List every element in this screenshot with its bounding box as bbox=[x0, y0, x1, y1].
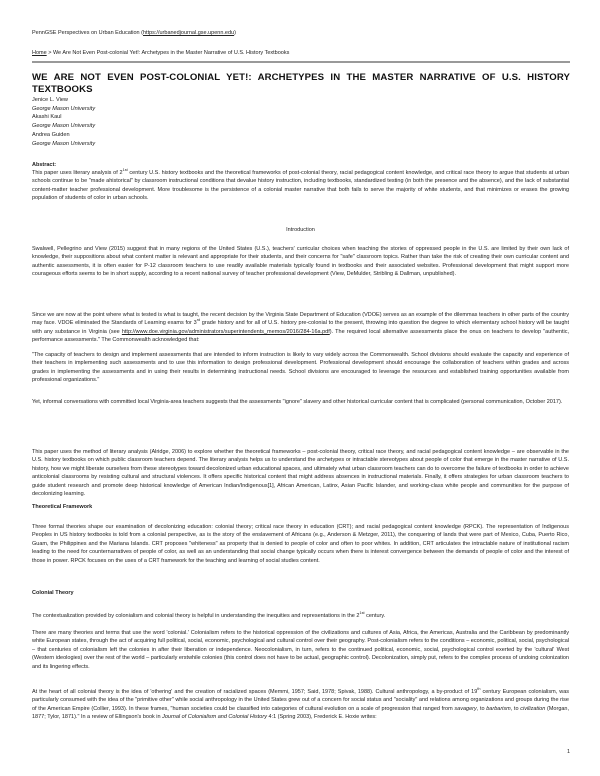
block-quote: "The capacity of teachers to design and implement assessments that are intended to inform instruction is likely to vary widely across the Commonwealth. School divisions should evaluate the capacity and experience of their teachers in implementing such assessments and to use this information to design professional development. Professional development should encourage the collaboration of teachers within grades and across grades in implementing the assessments and in using their results in determining instructional needs. School divisions are encouraged to leverage the resources and established training opportunities available from professional organizations." bbox=[32, 352, 569, 384]
author-affiliation: George Mason University bbox=[32, 105, 96, 112]
author-list bbox=[32, 96, 95, 148]
page-number: 1 bbox=[566, 749, 570, 755]
theoretical-framework-heading: Theoretical Framework bbox=[32, 504, 93, 510]
paragraph: At the heart of all colonial theory is the idea of 'othering' and the creation of racialized spaces (Memmi, 1957; Said, 1978; Spivak, 1988). Cultural anthropology, a by-product of 19th century European colonialism, was particularly consumed with the idea of the "primitive other" while social anthropology in the United States grew out of a concern for social status and "sociality" and relations among organizations and groups during the rise of the American Empire (Collier, 1993). In these frames, "human societies could be classified into categories of cultural evolution on a scale of progression that ranged from savagery, to barbarism, to civilization (Morgan, 1877; Tylor, 1871)." In a review of Ellingson's book in Journal of Colonialism and Colonial History 4:1 (Spring 2003), Frederick E. Hoxie writes: bbox=[32, 687, 570, 721]
breadcrumb-current: We Are Not Even Post-colonial Yet!: Archetypes in the Master Narrative of U.S. History Textbooks bbox=[52, 50, 290, 56]
abstract-text: This paper uses literary analysis of $2^{1st}$ century U.S. history textbooks and the theoretical frameworks of post-colonial theory, racial pedagogical content knowledge, and critical race theory to argue that students at urban schools continue to be "made ahistorical" by classroom instructional conditions that devalue history instruction, including textbooks, standardized testing (in both the presence and the absence), and the lack of substantial content-matter teacher professional development. More troublesome is the persistence of a colonial master narrative that both fails to serve the majority of white students, and that minimizes or erases the growing population of students of color in urban schools. bbox=[32, 168, 569, 202]
paragraph: Yet, informal conversations with committed local Virginia-area teachers suggests that the assessments "ignore" slavery and other historical curricular content that is complicated (personal communication, October 2017). bbox=[32, 399, 563, 405]
breadcrumb: Home > We Are Not Even Post-colonial Yet!: Archetypes in the Master Narrative of U.S. History Textbooks bbox=[32, 50, 290, 56]
introduction-heading: Introduction bbox=[286, 227, 315, 233]
paragraph: Swalwell, Pellegrino and View (2015) suggest that in many regions of the United States (U.S.), teachers' curricular choices when teaching the stories of oppressed people in the U.S. are limited by their own lack of knowledge, their suppositions about what content matter is relevant and appropriate for their students, and their concerns for "safe" classroom topics. Rather than take the risk of creating their own curricular content and authentic assessments, it is often easier for P-12 classroom teachers to use readily available materials typically found in textbooks and their associated websites. Professional development that might support more courageous efforts seems to be in short supply, according to a recent national survey of teacher professional development (View, DeMulder, Stribling & Dallman, unpublished). bbox=[32, 246, 569, 278]
journal-header: PennGSE Perspectives on Urban Education (https://urbanedjournal.gse.upenn.edu) bbox=[32, 30, 236, 36]
vdoe-memo-link[interactable]: http://www.doe.virginia.gov/administrators/superintendents_memos/2016/284-16a.pdf bbox=[121, 328, 330, 335]
author-affiliation: George Mason University bbox=[32, 123, 96, 130]
author-name: Akashi Kaul bbox=[32, 114, 62, 121]
divider bbox=[32, 61, 570, 63]
paragraph: The contextualization provided by colonialism and colonial theory is helpful in understanding the inequities and representations in the $2^{1st}$ century. bbox=[32, 611, 386, 619]
paragraph: Three formal theories shape our examination of decolonizing education: colonial theory; critical race theory in education (CRT); and racial pedagogical content knowledge (RPCK). The representation of Indigenous Peoples in US history textbooks is told from a colonial perspective, as is the story of the enslavement of Africans (e.g., Anderson & Metzger, 2011), the conquering of lands that were part of Mexico, Cuba, Puerto Rico, Guam, the Philippines and the Mariana Islands. CRT proposes "whiteness" as property that is denied to people of color and often to poor whites. In addition, CRT articulates the intractable nature of institutional racism leading to the need for counternarratives of people of color, as well as an understanding that social change typically occurs when there is interest convergence between the demands of people of color and the interest of those in power. RPCK focuses on the uses of a CRT framework for the teaching and learning of social studies content. bbox=[32, 524, 569, 564]
author-name: Andrea Guiden bbox=[32, 131, 70, 138]
journal-link[interactable]: https://urbanedjournal.gse.upenn.edu bbox=[142, 30, 235, 36]
article-title: WE ARE NOT EVEN POST-COLONIAL YET!: ARCHETYPES IN THE MASTER NARRATIVE OF U.S. HISTORY TEXTBOOKS bbox=[32, 72, 570, 95]
paragraph: This paper uses the method of literary analysis (Alridge, 2006) to explore whether the theoretical frameworks – post-colonial theory, critical race theory, and racial pedagogical content knowledge – are observable in the U.S. history textbooks on which public classroom teachers depend. The literary analysis helps us to understand the archetypes or intractable stereotypes about people of color that emerge in the master narrative of U.S. history, how we might liberate ourselves from these stereotypes toward decolonized urban educational spaces, and ultimately what urban classroom teachers can do to overcome the failure of textbooks in order to achieve anticolonial classrooms by resisting cultural and structural violences. It offers specific historical content that might address absences in instructional materials. Finally, it offers strategies for urban classroom teachers to guide student research and promote deep historical knowledge of American Indian/Indigenous[1], African American, Latinx, Asian Pacific Islander, and working-class white people and communities for the purpose of decolonizing learning. bbox=[32, 449, 569, 498]
author-name: Jenice L. View bbox=[32, 97, 68, 103]
abstract-label: Abstract: bbox=[32, 162, 57, 168]
paragraph: Since we are now at the point where what is tested is what is taught, the recent decision by the Virginia State Department of Education (VDOE) serves as an example of the dilemmas teachers in other parts of the country may face. VDOE eliminated the Standards of Learning exams for 3rd grade history and for all of U.S. history pre-colonial to the present, throwing into question the degree to which elementary school history will be taught with any substance in Virginia (see http://www.doe.virginia.gov/administrators/superintendents_memos/2016/284-16a.pdf). The required local alternative assessments place the onus on teachers to develop "authentic, performance assessments." The Commonwealth acknowledged that: bbox=[32, 312, 569, 344]
author-affiliation: George Mason University bbox=[32, 140, 96, 147]
paragraph: There are many theories and terms that use the word 'colonial.' Colonialism refers to the historical oppression of the civilizations and cultures of Asia, Africa, the Americas, Australia and the Caribbean by predominantly white European states, through the act of acquiring full political, social, economic, psychological and cultural control over their geography. Post-colonialism refers to the conditions – economic, political, social, psychological – that centuries of colonialism left the colonies in after their liberation or independence. Neocolonialism, in turn, refers to the continued political, economic, social, psychological control exerted by the 'cultural' West (Western ideologies) over the rest of the world – particularly erstwhile colonies (this control does not have to be actual, geographic control). Decolonization, simply put, refers to the complex process of undoing colonization and its lingering effects. bbox=[32, 630, 569, 670]
colonial-theory-heading: Colonial Theory bbox=[32, 590, 74, 596]
breadcrumb-home-link[interactable]: Home bbox=[32, 50, 47, 56]
